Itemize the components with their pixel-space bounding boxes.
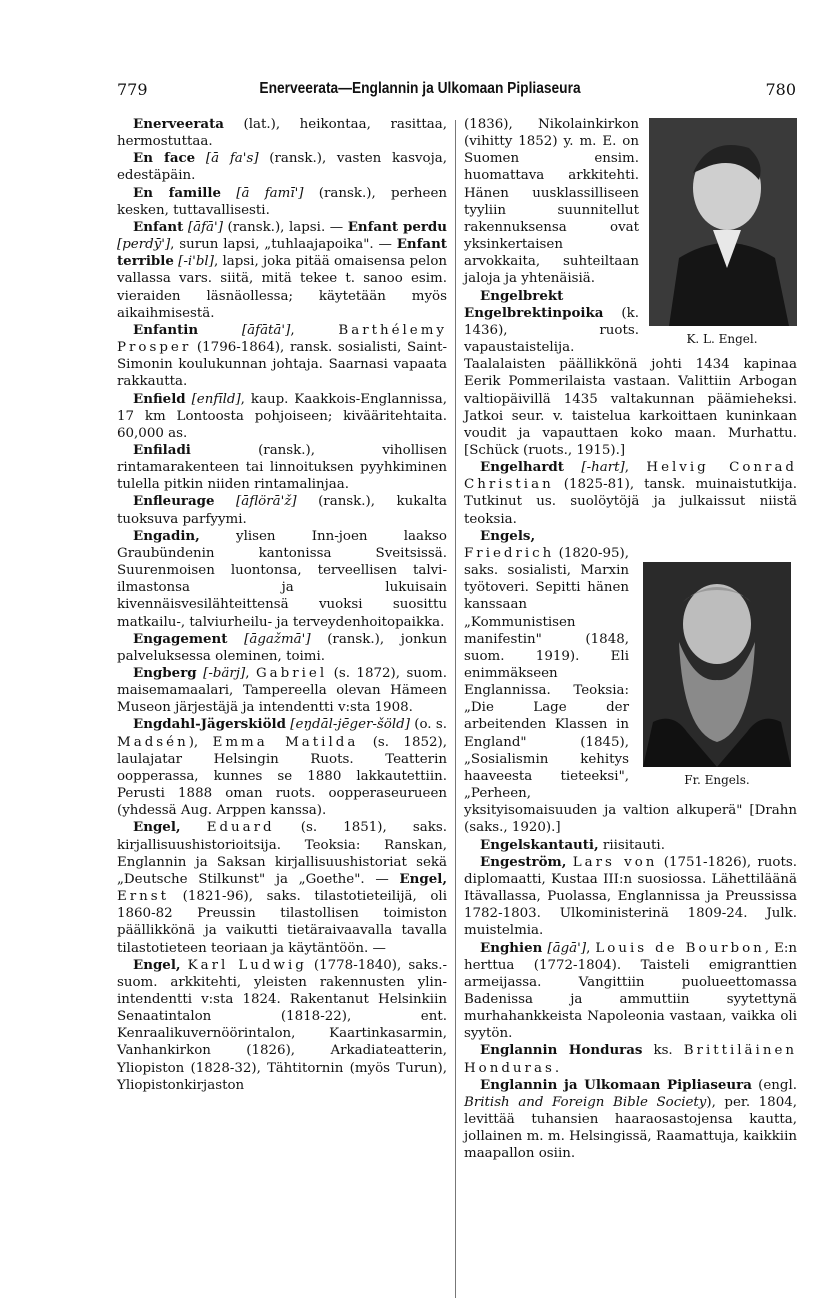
entry-enfant: Enfant [āfā'] (ransk.), lapsi. — Enfant perdu [perdȳ'], surun lapsi, „tuhlaajapoika". — Enfant terrible [-i'bl], lapsi, joka pitää omaisensa pelon vallassa vars. siitä, mitä tekee t. sanoo esim. vieraiden läsnäollessa; käytetään myös aikaihmisestä.	[117, 218, 448, 321]
entry-engels: Engels, Friedrich (1820-95), saks. sosialisti, Marxin työtoveri. Sepitti hänen kanssaan „Kommunistisen manifestin" (1848, suom. 1919). Eli enimmäkseen Englannissa. Teoksia: „Die Lage der arbeitenden Klassen in England" (1845), „Sosialismin kehitys haaveesta tieteeksi", „Perheen, yksityisomaisuuden ja valtion alkuperä" [Drahn (saks., 1920).]	[464, 527, 797, 836]
left-column	[117, 116, 447, 1094]
entry-engagement: Engagement [āgažmā'] (ransk.), jonkun palveluksessa oleminen, toimi.	[117, 630, 447, 664]
entry-engel-karl-ludwig: Engel, Karl Ludwig (1778-1840), saks.-suom. arkkitehti, yleisten rakennusten ylin-intendentti v:sta 1824. Rakentanut Helsinkiin Senaatintalon (1818-22), ent. Kenraalikuvernöörintalon, Kaartinkasarmin, Vanhankirkon (1826), Arkadiateatterin, Yliopiston (1828-32), Tähtitornin (myös Turun), Yliopistonkirjaston	[117, 956, 447, 1093]
entry-engel-karl-ludwig-cont: (1836), Nikolainkirkon (vihitty 1852) y. m. E. on Suomen ensim. huomattava arkkitehti. Hänen uusklassilliseen tyyliin suunnitellut rakennuksensa ovat yksinkertaisen arvokkaita, suhteiltaan jaloja ja yhtenäisiä.	[464, 117, 639, 287]
right-column	[464, 116, 797, 1163]
entry-enfiladi: Enfiladi (ransk.), vihollisen rintamarakenteen tai linnoituksen pyyhkiminen tulella pitkin niiden rintamalinjaa.	[117, 441, 447, 493]
entry-enfleurage: Enfleurage [āflörā'ž] (ransk.), kukalta tuoksuva parfyymi.	[117, 493, 448, 527]
entry-engdahl-jagerskiold: Engdahl-Jägerskiöld [eŋdāl-jēger-šöld] (o. s. Madsén), Emma Matilda (s. 1852), laulajatar Helsingin Ruots. Teatterin oopperassa, kunnes se 1880 lakkautettiin. Perusti 1888 oman ruots. oopperaseurueen (yhdessä Aug. Arppen kanssa).	[117, 716, 447, 819]
entry-enfield: Enfield [enfīld], kaup. Kaakkois-Englannissa, 17 km Lontoosta pohjoiseen; kivääritehtaita. 60,000 as.	[117, 390, 447, 441]
page-number-left: 779	[117, 80, 148, 99]
entry-en-famille: En famille [ā famī'] (ransk.), perheen kesken, tuttavallisesti.	[117, 184, 447, 218]
column-divider	[455, 120, 456, 1298]
portrait-kl-engel-image	[649, 118, 797, 326]
entry-engelskantauti: Engelskantauti, riisitauti.	[480, 836, 665, 853]
entry-engelhardt: Engelhardt [-hart], Helvig Conrad Christian (1825-81), tansk. muinaistutkija. Tutkinut us. suolöytöjä ja julkaissut niistä teoksia.	[464, 459, 798, 527]
entry-engelbrekt: Engelbrekt Engelbrektinpoika (k. 1436), ruots. vapaustaistelija. Taalalaisten päällikkönä johti 1434 kapinaa Eerik Pommerilaista vastaan. Valittiin Arbogan valtiopäivillä 1435 valtakunnan päämieheksi. Jatkoi seur. v. taistelua karkoittaen kuninkaan voudit ja vapauttaen koko maan. Murhattu. [Schück (ruots., 1915).]	[464, 287, 797, 458]
running-title: Enerveerata—Englannin ja Ulkomaan Pipliaseura	[259, 80, 581, 97]
entry-en-face: En face [ā fa's] (ransk.), vasten kasvoja, edestäpäin.	[117, 150, 447, 184]
entry-engestrom: Engeström, Lars von (1751-1826), ruots. diplomaatti, Kustaa III:n suosiossa. Lähettiläänä Itävallassa, Puolassa, Englannissa ja Preussissa 1782-1803. Ulkoministerinä 1809-24. Julk. muistelmia.	[464, 853, 798, 939]
entry-englannin-honduras: Englannin Honduras ks. Brittiläinen Honduras.	[464, 1042, 797, 1076]
portrait-kl-engel	[647, 118, 797, 346]
portrait-kl-engel-caption: K. L. Engel.	[686, 332, 758, 346]
portrait-fr-engels	[637, 562, 797, 787]
portrait-fr-engels-caption: Fr. Engels.	[684, 772, 750, 787]
portrait-fr-engels-image	[643, 562, 791, 767]
page-number-right: 780	[765, 80, 796, 99]
entry-engel-eduard-ernst: Engel, Eduard (s. 1851), saks. kirjallisuushistorioitsija. Teoksia: Ranskan, Englannin ja Saksan kirjallisuushistoriat sekä „Deutsche Stilkunst" ja „Goethe". — Engel, Ernst (1821-96), saks. tilastotieteilijä, oli 1860-82 Preussin tilastollisen toimiston päällikkönä ja vaikutti tietäraivaavalla tavalla tilastotieteen teoriaan ja käytäntöön. —	[117, 819, 447, 956]
entry-enghien: Enghien [āgā'], Louis de Bourbon, E:n herttua (1772-1804). Taisteli emigranttien armeijassa. Vangittiin puolueettomassa Badenissa ja ammuttiin syytettynä murhahankkeista Napoleonia vastaan, vaikka oli syytön.	[464, 939, 797, 1042]
entry-engadin: Engadin, ylisen Inn-joen laakso Graubündenin kantonissa Sveitsissä. Suurenmoisen luontonsa, terveellisen talvi-ilmastonsa ja lukuisain kivennäisvesilähteittensä vuoksi suosittu matkailu-, talviurheilu- ja terveydenhoitopaikka.	[117, 527, 447, 630]
entry-enfantin: Enfantin [āfātā'], Barthélemy Prosper (1796-1864), ransk. sosialisti, Saint-Simonin koulukunnan johtaja. Saarnasi vapaata rakkautta.	[117, 321, 447, 390]
entry-engberg: Engberg [-bärj], Gabriel (s. 1872), suom. maisemamaalari, Tampereella olevan Hämeen Museon järjestäjä ja intendentti v:sta 1908.	[117, 665, 447, 716]
entry-enerveerata: Enerveerata (lat.), heikontaa, rasittaa, hermostuttaa.	[117, 116, 447, 150]
entry-englannin-ja-ulkomaan-pipliaseura: Englannin ja Ulkomaan Pipliaseura (engl. British and Foreign Bible Society), per. 1804, levittää tuhansien haaraosastojensa kautta, jollainen m. m. Helsingissä, Raamattuja, kaikkiin maapallon osiin.	[464, 1076, 797, 1162]
page-header	[0, 80, 840, 104]
